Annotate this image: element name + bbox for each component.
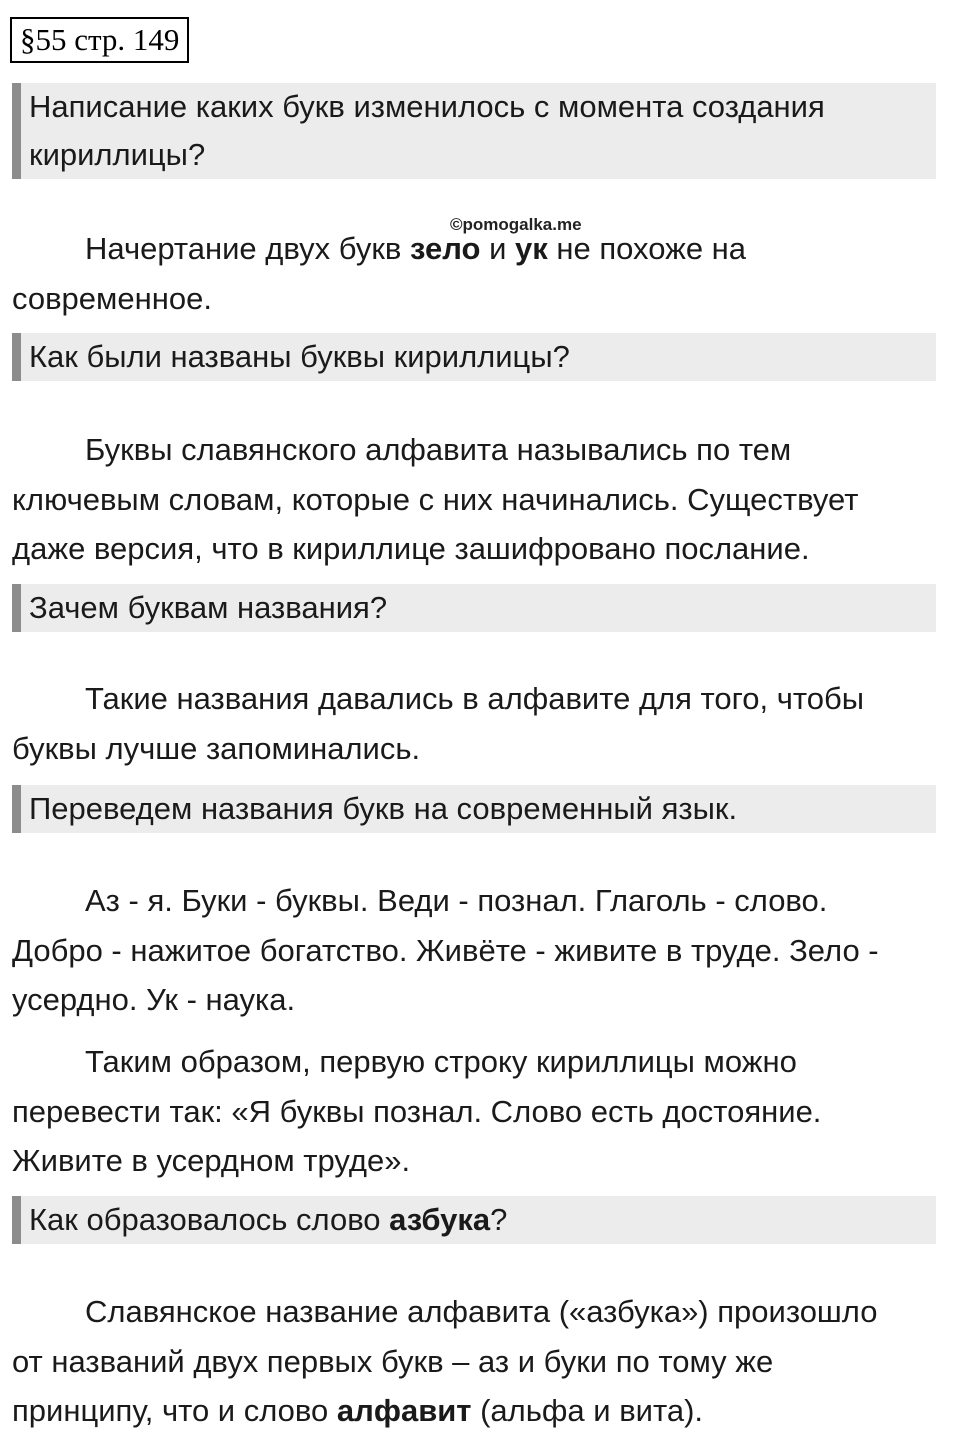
answer-6-line-3 [12,1386,936,1436]
question-1-line-1: Написание каких букв изменилось с момента создания [29,89,825,124]
answer-1-text: Начертание двух букв [85,231,410,266]
question-4-text: Переведем названия букв на современный язык. [29,791,738,826]
answer-4-line-3: усердно. Ук - наука. [12,982,296,1017]
term-azbuka: азбука [389,1202,491,1237]
answer-5-line-2: перевести так: «Я буквы познал. Слово есть достояние. [12,1093,822,1129]
answer-6-line-2: от названий двух первых букв – аз и буки по тому же [12,1343,774,1379]
answer-2-line-1: Буквы славянского алфавита назывались по тем [85,432,792,467]
question-2-text: Как были названы буквы кириллицы? [29,339,570,374]
answer-4-line-2: Добро - нажитое богатство. Живёте - живите в труде. Зело - [12,932,879,968]
answer-6-line-1: Славянское название алфавита («азбука») произошло [85,1294,878,1329]
question-5-text [29,1196,936,1244]
answer-5-line-1: Таким образом, первую строку кириллицы можно [85,1044,797,1079]
answer-3-line-1: Такие названия давались в алфавите для того, чтобы [85,681,864,716]
answer-2-line-2: ключевым словам, которые с них начинались. Существует [12,481,859,517]
answer-1-text: и [480,231,516,266]
question-5-text-part: Как образовалось слово [29,1202,390,1237]
answer-3-line-2: буквы лучше запоминались. [12,730,421,766]
answer-6-text: (альфа и вита). [471,1393,704,1428]
answer-5 [12,1037,936,1186]
page-label: §55 стр. 149 [10,17,189,63]
term-zelo: зело [410,231,481,266]
question-1 [12,83,936,179]
answer-4-line-1: Аз - я. Буки - буквы. Веди - познал. Глаголь - слово. [85,883,828,918]
question-2 [12,333,936,381]
term-uk: ук [515,231,548,266]
answer-6 [12,1287,936,1436]
answer-4 [12,876,936,1025]
watermark: ©pomogalka.me [450,215,582,234]
question-3-text: Зачем буквам названия? [29,590,388,625]
answer-1-line-1 [12,224,936,274]
answer-5-line-3: Живите в усердном труде». [12,1143,411,1178]
question-5 [12,1196,936,1244]
term-alfavit: алфавит [336,1393,472,1428]
question-1-line-2: кириллицы? [29,137,206,172]
question-4 [12,785,936,833]
answer-1-text: не похоже на [547,231,747,266]
question-3 [12,584,936,632]
answer-1-line-2: современное. [12,280,212,316]
question-5-text-part: ? [490,1202,508,1237]
answer-2 [12,425,936,574]
answer-1 [12,224,936,323]
answer-2-line-3: даже версия, что в кириллице зашифровано послание. [12,531,810,566]
answer-3 [12,674,936,773]
answer-6-text: принципу, что и слово [12,1393,337,1428]
